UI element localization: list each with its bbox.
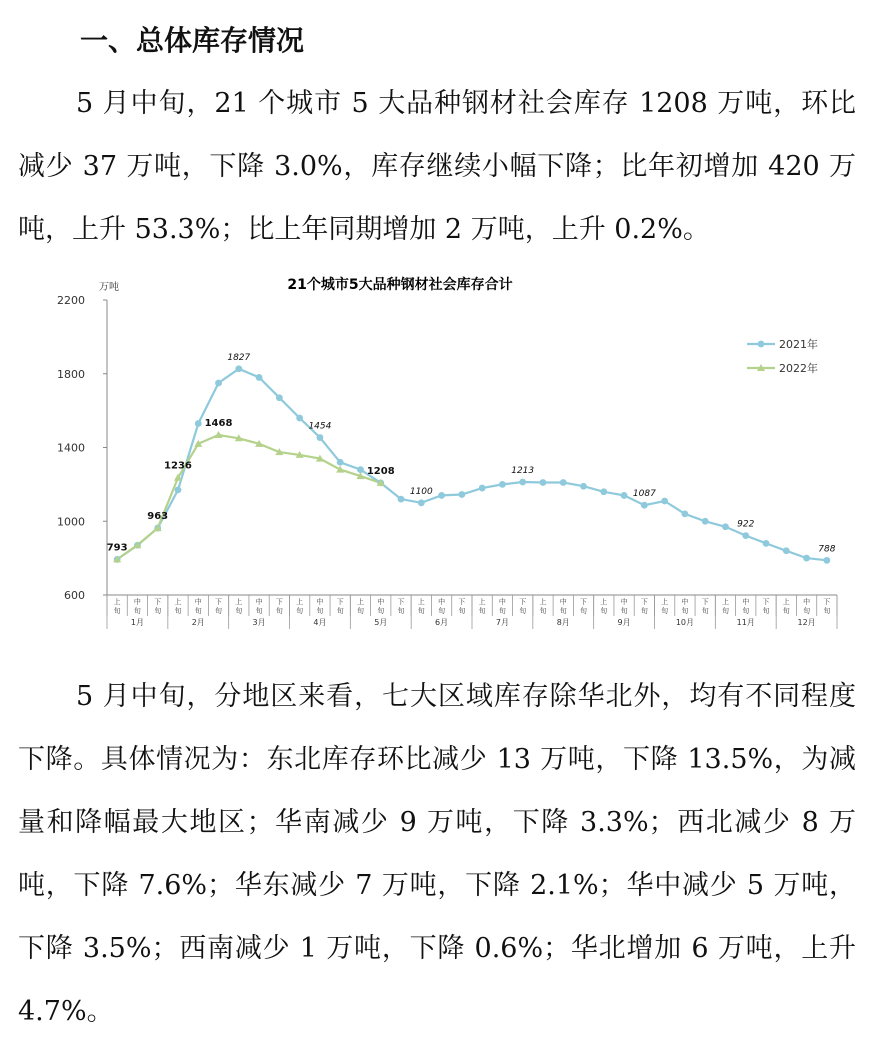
month-label: 2月 xyxy=(191,618,205,627)
legend-label: 2022年 xyxy=(779,362,818,375)
y-tick-label: 1400 xyxy=(57,441,85,455)
data-point-2021 xyxy=(600,488,607,495)
data-point-2021 xyxy=(823,557,830,564)
data-label: 1827 xyxy=(227,352,251,363)
x-tick-label: 中旬 xyxy=(194,598,202,615)
data-label: 1213 xyxy=(511,465,535,476)
data-point-2021 xyxy=(256,374,263,381)
data-point-2021 xyxy=(215,380,222,387)
x-tick-label: 上旬 xyxy=(174,598,182,615)
data-point-2021 xyxy=(763,540,770,547)
data-point-2021 xyxy=(641,502,648,509)
series-points xyxy=(113,365,830,563)
month-label: 7月 xyxy=(495,618,509,627)
data-point-2021 xyxy=(337,459,344,466)
data-point-2021 xyxy=(418,499,425,506)
data-label: 793 xyxy=(106,542,128,554)
month-label: 10月 xyxy=(675,618,695,627)
x-tick-label: 上旬 xyxy=(661,598,669,615)
data-label: 788 xyxy=(818,544,836,555)
x-tick-label: 上旬 xyxy=(296,598,304,615)
y-tick-label: 2200 xyxy=(57,294,85,307)
x-tick-label: 下旬 xyxy=(397,598,405,615)
x-tick-label: 下旬 xyxy=(154,598,162,615)
series-line-2 xyxy=(117,435,381,559)
x-tick-label: 中旬 xyxy=(803,598,811,615)
data-point-2021 xyxy=(519,479,526,486)
chart-title: 21个城市5大品种钢材社会库存合计 xyxy=(287,277,513,293)
x-tick-label: 中旬 xyxy=(255,598,263,615)
x-tick-label: 下旬 xyxy=(823,598,831,615)
x-tick-label: 中旬 xyxy=(498,598,506,615)
x-tick-label: 上旬 xyxy=(235,598,243,615)
x-tick-label: 下旬 xyxy=(640,598,648,615)
data-label: 963 xyxy=(147,511,169,523)
x-tick-label: 中旬 xyxy=(742,598,750,615)
x-tick-label: 上旬 xyxy=(113,598,121,615)
data-point-2021 xyxy=(742,532,749,539)
inventory-line-chart xyxy=(55,268,845,638)
month-label: 6月 xyxy=(435,618,449,627)
data-label: 1468 xyxy=(204,417,233,429)
data-point-2021 xyxy=(783,547,790,554)
x-tick-label: 上旬 xyxy=(721,598,729,615)
data-point-2021 xyxy=(702,518,709,525)
data-label: 1100 xyxy=(409,486,433,497)
month-label: 11月 xyxy=(736,618,755,627)
data-point-2021 xyxy=(621,492,628,499)
legend-label: 2021年 xyxy=(779,338,818,351)
data-point-2021 xyxy=(276,394,283,401)
data-point-2021 xyxy=(357,466,364,473)
month-label: 1月 xyxy=(130,618,144,627)
x-tick-label: 下旬 xyxy=(275,598,283,615)
data-point-2021 xyxy=(296,415,303,422)
data-label: 1454 xyxy=(308,421,332,432)
x-tick-label: 上旬 xyxy=(356,598,364,615)
data-point-2021 xyxy=(661,498,668,505)
x-tick-label: 中旬 xyxy=(316,598,324,615)
y-tick-label: 1800 xyxy=(57,367,85,381)
data-point-2021 xyxy=(317,434,324,441)
data-point-2021 xyxy=(540,479,547,486)
x-tick-label: 下旬 xyxy=(519,598,527,615)
data-point-2021 xyxy=(682,510,689,517)
y-axis-label: 万吨 xyxy=(99,282,119,293)
x-tick-label: 中旬 xyxy=(559,598,567,615)
x-tick-label: 下旬 xyxy=(215,598,223,615)
data-point-2021 xyxy=(175,487,182,494)
data-point-2021 xyxy=(803,555,810,562)
data-point-2021 xyxy=(580,483,587,490)
data-label: 1208 xyxy=(366,465,395,477)
x-tick-label: 下旬 xyxy=(458,598,466,615)
data-point-2021 xyxy=(195,420,202,427)
data-label: 1087 xyxy=(632,489,656,500)
data-point-2021 xyxy=(479,485,486,492)
x-tick-label: 下旬 xyxy=(701,598,709,615)
month-label: 5月 xyxy=(374,618,388,627)
x-tick-label: 上旬 xyxy=(600,598,608,615)
x-tick-label: 中旬 xyxy=(438,598,446,615)
paragraph-summary: 5 月中旬，21 个城市 5 大品种钢材社会库存 1208 万吨，环比减少 37 万吨，下降 3.0%，库存继续小幅下降；比年初增加 420 万吨，上升 53.3%；比上年同期增加 2 万吨，上升 0.2%。 xyxy=(18,88,856,245)
y-tick-label: 600 xyxy=(64,589,85,602)
data-point-2021 xyxy=(235,365,242,372)
chart-legend xyxy=(747,337,818,375)
legend-marker-2021 xyxy=(758,341,765,348)
x-tick-label: 中旬 xyxy=(133,598,141,615)
data-point-2021 xyxy=(560,479,567,486)
x-tick-label: 下旬 xyxy=(762,598,770,615)
month-label: 9月 xyxy=(617,618,631,627)
x-tick-label: 上旬 xyxy=(478,598,486,615)
y-tick-label: 1000 xyxy=(57,515,85,529)
data-label: 1236 xyxy=(164,460,192,472)
data-label: 922 xyxy=(737,519,755,530)
data-point-2021 xyxy=(499,481,506,488)
x-tick-label: 下旬 xyxy=(580,598,588,615)
month-label: 4月 xyxy=(313,618,327,627)
x-tick-label: 上旬 xyxy=(417,598,425,615)
month-label: 8月 xyxy=(556,618,570,627)
x-tick-label: 中旬 xyxy=(620,598,628,615)
x-tick-label: 下旬 xyxy=(336,598,344,615)
data-point-2021 xyxy=(398,496,405,503)
x-tick-label: 中旬 xyxy=(681,598,689,615)
x-tick-label: 中旬 xyxy=(377,598,385,615)
series-line-1 xyxy=(117,369,827,561)
data-point-2021 xyxy=(438,492,445,499)
month-label: 12月 xyxy=(797,618,816,627)
x-tick-label: 上旬 xyxy=(539,598,547,615)
data-point-2021 xyxy=(458,491,465,498)
section-heading: 一、总体库存情况 xyxy=(80,24,305,57)
series-lines xyxy=(117,369,827,561)
paragraph-regional: 5 月中旬，分地区来看，七大区域库存除华北外，均有不同程度下降。具体情况为：东北库存环比减少 13 万吨，下降 13.5%，为减量和降幅最大地区；华南减少 9 万吨，下降 3.3%；西北减少 8 万吨，下降 7.6%；华东减少 7 万吨，下降 2.1%；华中减少 5 万吨，下降 3.5%；西南减少 1 万吨，下降 0.6%；华北增加 6 万吨，上升 4.7%。 xyxy=(18,681,856,1027)
x-tick-label: 上旬 xyxy=(782,598,790,615)
data-point-2021 xyxy=(722,523,729,530)
month-label: 3月 xyxy=(252,618,266,627)
